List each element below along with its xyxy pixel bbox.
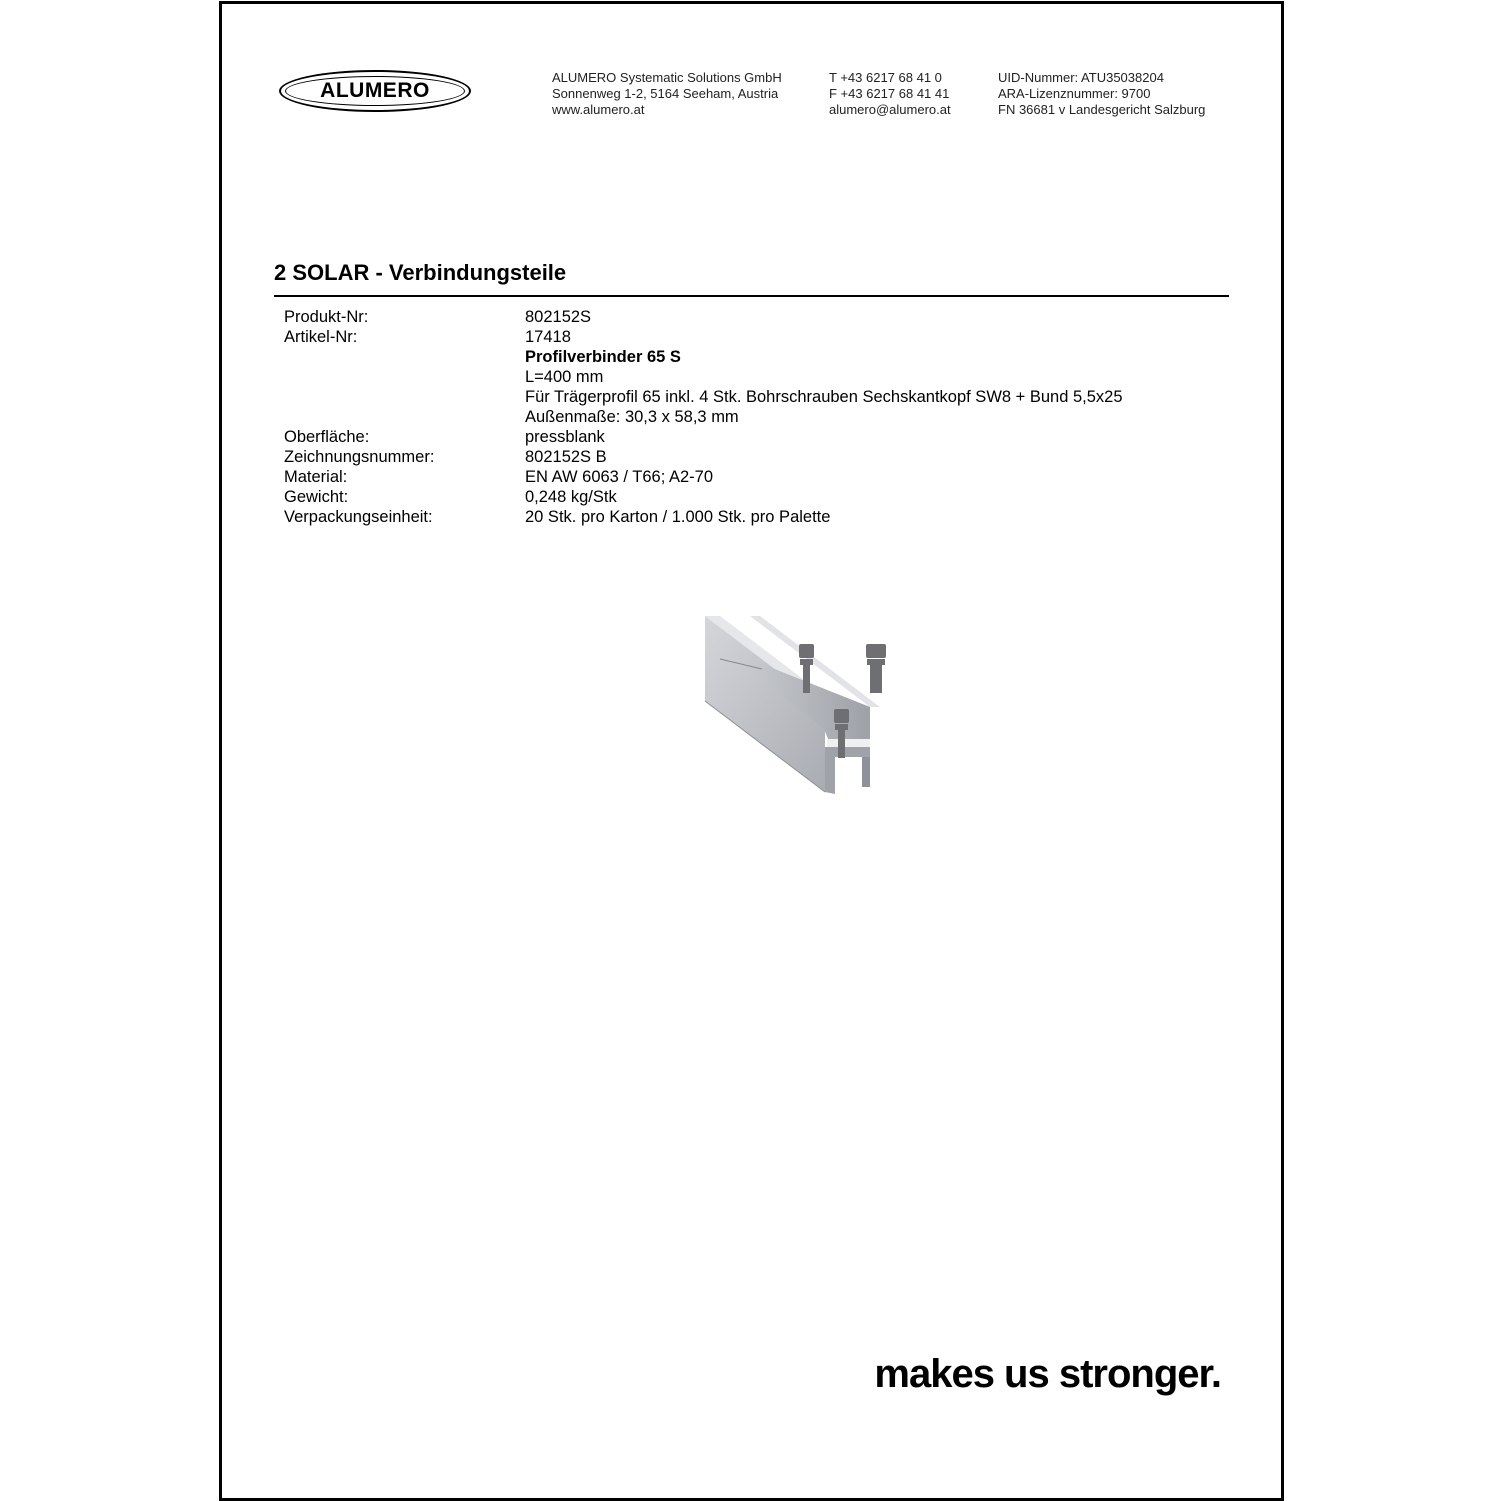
logo-text: ALUMERO xyxy=(320,79,430,102)
company-name: ALUMERO Systematic Solutions GmbH xyxy=(552,70,782,85)
spec-value: pressblank xyxy=(525,428,605,446)
spec-row-dimensions xyxy=(284,407,1123,427)
spec-row xyxy=(284,487,1123,507)
fax-number: F +43 6217 68 41 41 xyxy=(829,86,950,101)
product-name: Profilverbinder 65 S xyxy=(525,348,681,366)
spec-row-length xyxy=(284,367,1123,387)
profile-connector-with-screws-illustration xyxy=(562,579,902,859)
spec-row-produkt xyxy=(284,307,1123,327)
tagline: makes us stronger. xyxy=(874,1352,1221,1396)
product-length: L=400 mm xyxy=(525,368,604,386)
spec-label: Produkt-Nr: xyxy=(284,308,369,326)
product-dimensions: Außenmaße: 30,3 x 58,3 mm xyxy=(525,408,739,426)
spec-row-artikel xyxy=(284,327,1123,347)
fn-register: FN 36681 v Landesgericht Salzburg xyxy=(998,102,1206,117)
section-divider xyxy=(274,295,1229,297)
spec-row xyxy=(284,427,1123,447)
company-address-block xyxy=(552,70,782,118)
spec-table xyxy=(284,307,1123,527)
spec-label: Zeichnungsnummer: xyxy=(284,448,435,466)
document-page xyxy=(219,1,1284,1501)
phone-number: T +43 6217 68 41 0 xyxy=(829,70,942,85)
email-address: alumero@alumero.at xyxy=(829,102,951,117)
spec-value: 17418 xyxy=(525,328,571,346)
section-title: 2 SOLAR - Verbindungsteile xyxy=(274,260,567,285)
contact-block xyxy=(829,70,951,118)
alumero-logo xyxy=(279,70,471,112)
spec-row xyxy=(284,467,1123,487)
spec-row xyxy=(284,507,1123,527)
ara-license: ARA-Lizenznummer: 9700 xyxy=(998,86,1151,101)
spec-label: Gewicht: xyxy=(284,488,349,506)
spec-label: Artikel-Nr: xyxy=(284,328,358,346)
spec-value: 802152S xyxy=(525,308,592,326)
spec-row-name xyxy=(284,347,1123,367)
uid-number: UID-Nummer: ATU35038204 xyxy=(998,70,1164,85)
spec-value: 0,248 kg/Stk xyxy=(525,488,617,506)
spec-row xyxy=(284,447,1123,467)
company-website: www.alumero.at xyxy=(552,102,645,117)
spec-label: Material: xyxy=(284,468,348,486)
spec-value: 802152S B xyxy=(525,448,607,466)
spec-value: EN AW 6063 / T66; A2-70 xyxy=(525,468,714,486)
spec-value: 20 Stk. pro Karton / 1.000 Stk. pro Palette xyxy=(525,508,831,526)
spec-label: Oberfläche: xyxy=(284,428,370,446)
product-description: Für Trägerprofil 65 inkl. 4 Stk. Bohrschrauben Sechskantkopf SW8 + Bund 5,5x25 xyxy=(525,388,1123,406)
registry-block xyxy=(998,70,1205,118)
spec-label: Verpackungseinheit: xyxy=(284,508,433,526)
spec-row-description xyxy=(284,387,1123,407)
company-address: Sonnenweg 1-2, 5164 Seeham, Austria xyxy=(552,86,779,101)
